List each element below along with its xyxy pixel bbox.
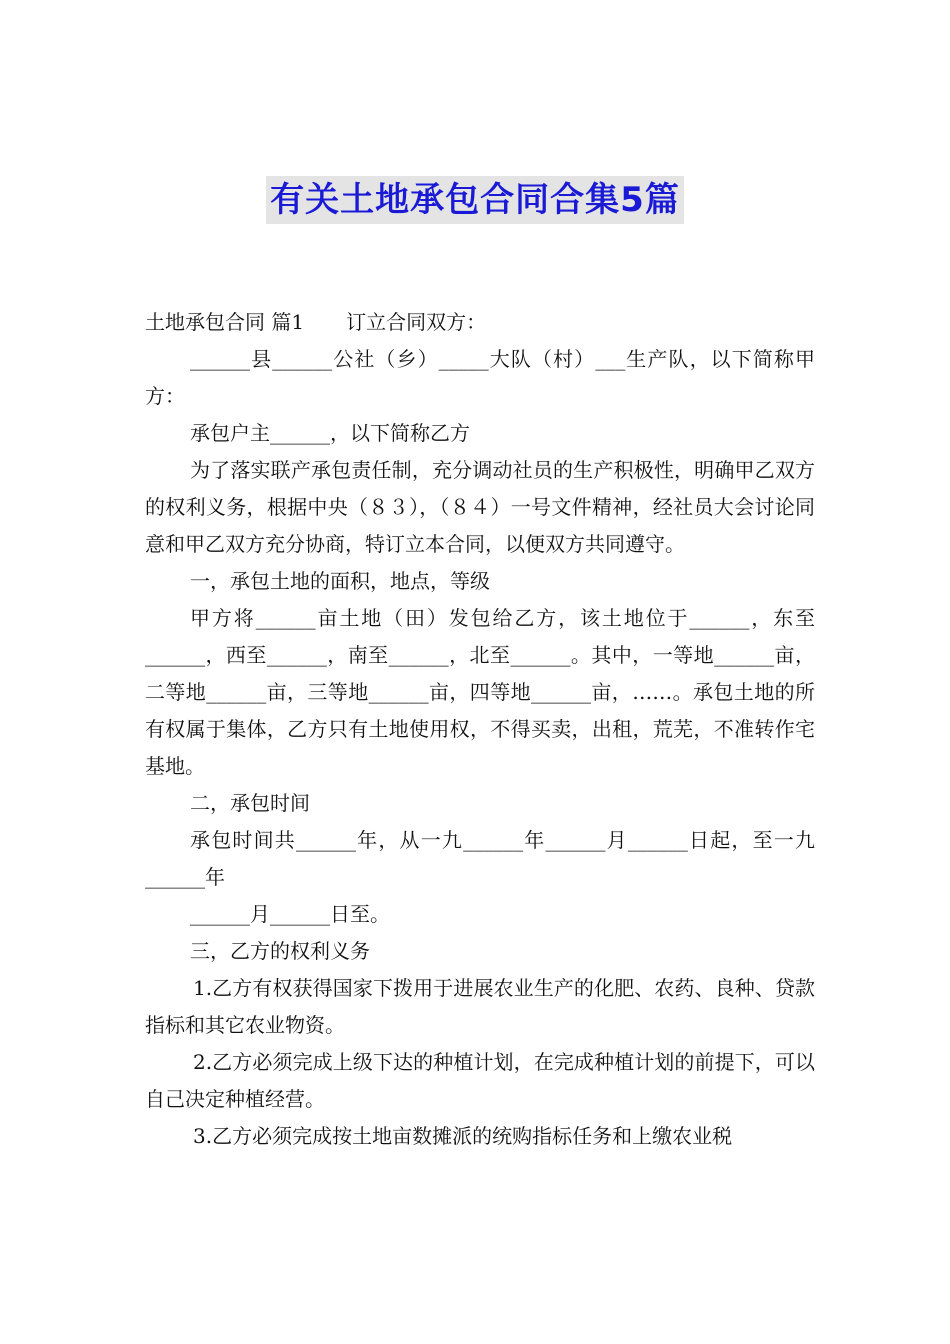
paragraph: ______月______日至。	[190, 902, 390, 926]
paragraph: ______县______公社（乡）_____大队（村）___生产队，以下简称甲方：	[145, 347, 815, 408]
page-title-container	[0, 176, 950, 224]
section-heading-line	[145, 304, 815, 341]
numbered-item: 3.乙方必须完成按土地亩数摊派的统购指标任务和上缴农业税	[193, 1124, 733, 1148]
section-subheading: 二，承包时间	[190, 791, 310, 815]
paragraph: 为了落实联产承包责任制，充分调动社员的生产积极性，明确甲乙双方的权利义务，根据中央（８３），（８４）一号文件精神，经社员大会讨论同意和甲乙双方充分协商，特订立本合同，以便双方共同遵守。	[145, 458, 815, 556]
page-title: 有关土地承包合同合集5篇	[266, 176, 684, 224]
numbered-item: 1.乙方有权获得国家下拨用于进展农业生产的化肥、农药、良种、贷款指标和其它农业物资。	[145, 976, 815, 1037]
section-heading: 土地承包合同 篇1	[145, 310, 305, 334]
paragraph: 承包时间共______年，从一九______年______月______日起，至一九______年	[145, 828, 815, 889]
numbered-item: 2.乙方必须完成上级下达的种植计划，在完成种植计划的前提下，可以自己决定种植经营。	[145, 1050, 815, 1111]
parties-label: 订立合同双方：	[346, 310, 487, 334]
document-body	[145, 304, 815, 1155]
paragraph: 承包户主______，以下简称乙方	[190, 421, 470, 445]
section-subheading: 一，承包土地的面积，地点，等级	[190, 569, 490, 593]
paragraph: 甲方将______亩土地（田）发包给乙方，该土地位于______，东至______，西至______，南至______，北至______。其中，一等地______亩，二等地______亩，三等地______亩，四等地______亩，……。承包土地的所有权属于集体，乙方只有土地使用权，不得买卖，出租，荒芜，不准转作宅基地。	[145, 606, 815, 778]
section-subheading: 三，乙方的权利义务	[190, 939, 370, 963]
